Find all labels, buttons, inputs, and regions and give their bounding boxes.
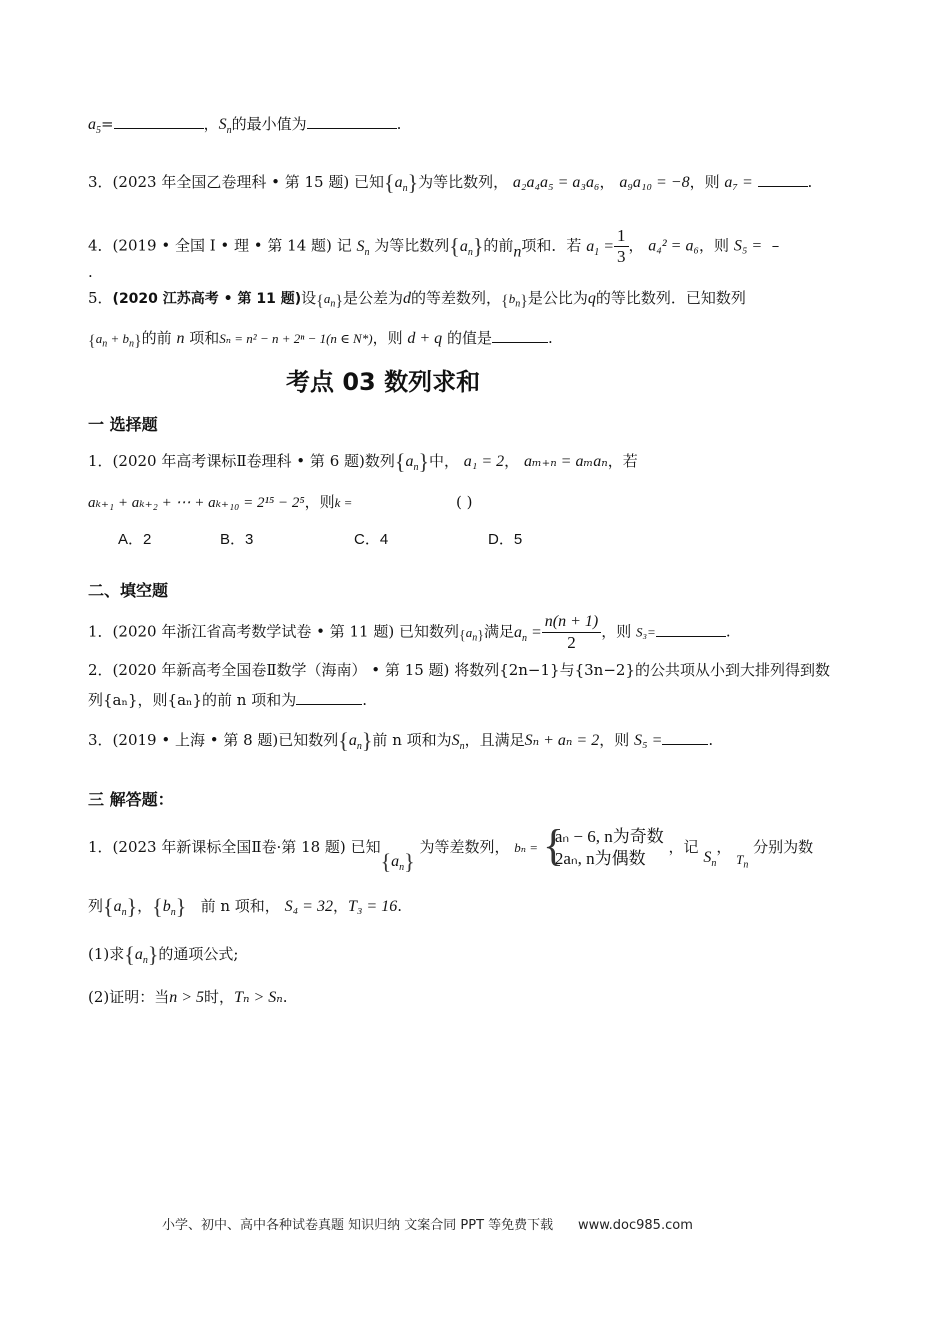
question-text: ，则 <box>599 731 630 749</box>
piecewise-function: { aₙ − 6, n为奇数 2aₙ, n为偶数 <box>542 821 664 870</box>
period: . <box>708 731 714 749</box>
question-text: ，则 <box>699 236 730 255</box>
question-text: ，且满足 <box>464 731 525 749</box>
question-5-line2: $\{a_n + b_n\}$的前 n 项和Sₙ = n² − n + 2ⁿ − 1(n ∈ N*)，则 d + q 的值是 . <box>88 329 553 350</box>
question-text: 项和．若 <box>521 236 582 255</box>
equation: a₁ = 2 <box>463 453 505 470</box>
equation: n > 5 <box>169 989 205 1006</box>
fraction: $\frac{n(n + 1)}{2}$ <box>542 612 601 653</box>
part1-question-1-line2 <box>88 492 352 513</box>
equation: a₂a₄a₅ = a₃a₆ <box>512 174 600 191</box>
question-text: 列{aₙ}，则{aₙ}的前 n 项和为 <box>88 691 297 709</box>
question-number: 3． <box>88 173 113 191</box>
footer <box>162 1214 693 1233</box>
eq-sign: = <box>101 115 114 133</box>
part3-question-1-line2: 列$\{a_n\}$，$\{b_n\}$ 前 n 项和， S₄ = 32，T₃ = 16. <box>88 894 402 919</box>
equation: T₃ = 16 <box>347 898 398 915</box>
question-text: 的等差数列， <box>411 289 502 307</box>
question-text: 前 n 项和， <box>200 897 280 915</box>
question-text: 的通项公式; <box>158 945 239 963</box>
question-text: 已知 <box>353 173 384 191</box>
question-source: (2019 • 上海 • 第 8 题) <box>112 731 279 749</box>
period: . <box>396 115 402 133</box>
part3-question-1-line1: 1．(2023 年新课标全国Ⅱ卷·第 18 题) 已知$\{a_n\}$ 为等差数列， bₙ = { aₙ − 6, n为奇数 2aₙ, n为偶数 ，记 $S_n$， $T_n$ 分别为数 <box>88 821 814 874</box>
sn-label: $S_n$ <box>218 116 232 137</box>
min-text: 的最小值为 <box>231 115 307 133</box>
answer-blank[interactable] <box>114 114 204 129</box>
part2-question-1: 1．(2020 年浙江省高考数学试卷 • 第 11 题) 已知数列$\{a_n\}$满足$a_n$ = $\frac{n(n + 1)}{2}$ ，则 S₃= . <box>88 613 731 652</box>
equation: S₃= <box>636 624 656 640</box>
question-source: (2020 江苏高考 • 第 11 题) <box>112 291 302 307</box>
dash: – <box>771 236 780 255</box>
period: . <box>282 988 288 1006</box>
question-number: 5． <box>88 289 113 307</box>
equation: S₄ = 32 <box>284 898 333 915</box>
equation: Tₙ > Sₙ <box>234 989 283 1006</box>
question-source: (2020 年新高考全国卷Ⅱ数学（海南） • 第 15 题) <box>112 661 450 679</box>
question-number: 1． <box>88 838 113 856</box>
equation: Sₙ + aₙ = 2 <box>524 732 600 749</box>
part3-heading: 三 解答题： <box>88 790 174 809</box>
question-text: 项和 <box>189 329 220 347</box>
question-text: 是公差为 <box>343 289 404 307</box>
question-number: 1． <box>88 452 113 470</box>
option-d[interactable]: D．5 <box>488 531 523 548</box>
part2-heading: 二、填空题 <box>88 581 169 600</box>
answer-blank[interactable] <box>662 730 708 745</box>
question-text: 中， <box>429 452 460 470</box>
equation: k = <box>334 495 353 510</box>
equation: S₅ = <box>733 237 763 255</box>
equation: S₅ = <box>634 732 663 749</box>
question-text: ，记 <box>668 838 699 856</box>
equation: Sₙ = n² − n + 2ⁿ − 1(n ∈ N*) <box>219 331 373 346</box>
question-text: 已知数列 <box>278 731 339 749</box>
question-5-line1: 5．(2020 江苏高考 • 第 11 题)设$\{a_n\}$是公差为d的等差数列，$\{b_n\}$是公比为q的等比数列．已知数列 <box>88 289 746 310</box>
question-source: (2020 年浙江省高考数学试卷 • 第 11 题) <box>112 622 395 641</box>
question-text: 已知数列 <box>398 622 459 641</box>
answer-blank[interactable] <box>296 690 362 705</box>
period: . <box>547 329 553 347</box>
period: . <box>88 263 93 281</box>
part3-subquestion-2 <box>88 987 288 1008</box>
period: . <box>725 622 731 641</box>
option-c[interactable]: C．4 <box>354 531 389 548</box>
comma: ， <box>203 115 219 133</box>
answer-blank[interactable] <box>307 114 397 129</box>
question-text: 满足 <box>483 622 514 641</box>
part2-question-3: 3．(2019 • 上海 • 第 8 题)已知数列$\{a_n\}$前 n 项和为$S_n$，且满足Sₙ + aₙ = 2，则 S₅ = . <box>88 728 714 753</box>
question-text: 是公比为 <box>527 289 588 307</box>
option-b[interactable]: B．3 <box>220 531 254 548</box>
question-text: ，则 <box>304 493 335 511</box>
part2-question-2-line1 <box>88 660 830 680</box>
question-text: 数列 <box>364 452 395 470</box>
question-text: 为等差数列， <box>419 838 510 856</box>
question-number: 1． <box>88 622 113 641</box>
top-line <box>88 114 401 141</box>
question-text: 设 <box>301 289 317 307</box>
question-source: (2020 年高考课标Ⅱ卷理科 • 第 6 题) <box>112 452 365 470</box>
question-text: 记 <box>336 236 352 255</box>
question-text: 的前 <box>141 329 172 347</box>
part3-subquestion-1: (1)求$\{a_n\}$的通项公式; <box>88 942 239 967</box>
question-text: 列 <box>88 897 104 915</box>
answer-blank[interactable] <box>492 328 548 343</box>
section-title: 考点 03 数列求和 <box>286 368 481 396</box>
answer-paren[interactable]: ( ) <box>456 493 473 511</box>
a5-label: $a_5$ <box>88 116 101 137</box>
question-source: (2023 年全国乙卷理科 • 第 15 题) <box>112 173 350 191</box>
equation: a₉a₁₀ = −8 <box>619 174 690 191</box>
period: . <box>397 897 402 915</box>
question-text: 的等比数列．已知数列 <box>595 289 746 307</box>
equation: bₙ = <box>514 840 539 855</box>
question-source: (2019 • 全国 Ⅰ • 理 • 第 14 题) <box>112 236 332 255</box>
question-text: ，则 <box>372 329 403 347</box>
question-text: (2)证明：当 <box>88 988 170 1006</box>
question-text: 则 <box>704 173 720 191</box>
question-text: 已知 <box>350 838 381 856</box>
question-text: 的值是 <box>446 329 492 347</box>
question-text: (1)求 <box>88 945 125 963</box>
question-text: 分别为数 <box>753 838 814 856</box>
equation: a₄² = a₆ <box>648 237 700 255</box>
question-text: 为等比数列， <box>418 173 509 191</box>
part1-question-1-line1: 1．(2020 年高考课标Ⅱ卷理科 • 第 6 题)数列$\{a_n\}$中， a₁ = 2， aₘ₊ₙ = aₘaₙ，若 <box>88 449 638 474</box>
question-number: 4． <box>88 236 113 255</box>
question-text: 为等比数列 <box>374 236 450 255</box>
question-text: ，则 <box>601 622 632 641</box>
answer-blank[interactable] <box>656 622 726 637</box>
equation: aₖ₊₁ + aₖ₊₂ + ⋯ + aₖ₊₁₀ = 2¹⁵ − 2⁵ <box>88 495 305 511</box>
part1-heading: 一 选择题 <box>88 415 158 434</box>
equation: aₘ₊ₙ = aₘaₙ <box>523 453 608 470</box>
question-text: 的前 <box>483 236 514 255</box>
question-number: 2． <box>88 661 113 679</box>
question-source: (2023 年新课标全国Ⅱ卷·第 18 题) <box>112 838 346 856</box>
question-text: ，若 <box>607 452 638 470</box>
question-number: 3． <box>88 731 113 749</box>
question-4: 4．(2019 • 全国 Ⅰ • 理 • 第 14 题) 记 $S_n$ 为等比数列$\{a_n\}$的前n项和．若 $a_1$ = $\frac{1}{3}$ ， a₄² = a₆，则 S₅ = – <box>88 226 780 266</box>
question-text: 将数列{2n−1}与{3n−2}的公共项从小到大排列得到数 <box>454 661 830 679</box>
question-3: 3．(2023 年全国乙卷理科 • 第 15 题) 已知$\{a_n\}$为等比数列， a₂a₄a₅ = a₃a₆， a₉a₁₀ = −8，则 a₇ = . <box>88 170 813 195</box>
equation: a₇ = <box>724 174 753 191</box>
footer-text: 小学、初中、高中各种试卷真题 知识归纳 文案合同 PPT 等免费下载 <box>162 1218 554 1233</box>
answer-blank[interactable] <box>758 172 808 187</box>
question-text: 时， <box>204 988 235 1006</box>
option-a[interactable]: A．2 <box>118 531 152 548</box>
part2-question-2-line2 <box>88 690 367 710</box>
question-text: 前 n 项和为 <box>372 731 452 749</box>
fraction: $\frac{1}{3}$ <box>614 226 629 267</box>
period: . <box>362 691 368 709</box>
period: . <box>807 173 813 191</box>
footer-link[interactable]: www.doc985.com <box>577 1218 693 1233</box>
